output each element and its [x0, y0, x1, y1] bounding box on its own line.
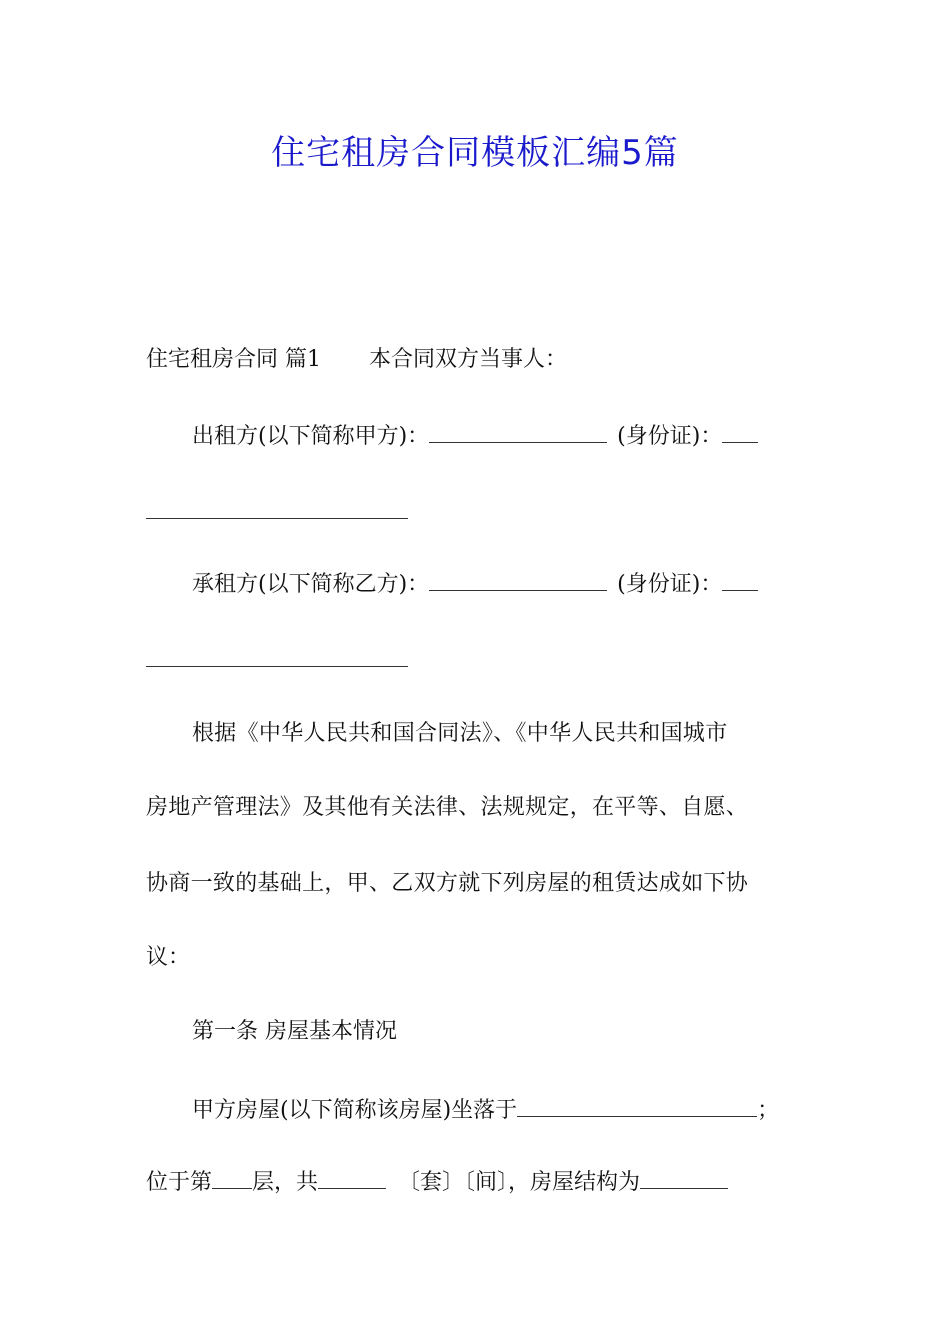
location-end: ；: [757, 1098, 780, 1123]
lessee-id-blank-start[interactable]: [722, 564, 758, 591]
basis-line-2: 房地产管理法》及其他有关法律、法规规定，在平等、自愿、: [146, 795, 749, 820]
article-1-heading: 第一条 房屋基本情况: [192, 1019, 397, 1044]
lessee-label: 承租方(以下简称乙方)：: [192, 572, 430, 597]
lessor-id-blank[interactable]: [146, 492, 408, 519]
floor-prefix: 位于第: [146, 1170, 213, 1195]
document-title: 住宅租房合同模板汇编5篇: [271, 133, 679, 173]
part-label: 住宅租房合同 篇1: [146, 347, 321, 372]
lessee-id-label: (身份证)：: [617, 572, 723, 597]
units-label: 〔套〕〔间〕，房屋结构为: [398, 1170, 641, 1195]
structure-blank[interactable]: [640, 1162, 728, 1189]
floor-line: [146, 1162, 806, 1203]
lessor-label: 出租方(以下简称甲方)：: [192, 424, 430, 449]
location-blank[interactable]: [517, 1090, 757, 1117]
lessor-id-label: (身份证)：: [617, 424, 723, 449]
lessee-line: [192, 564, 806, 605]
location-label: 甲方房屋(以下简称该房屋)坐落于: [192, 1098, 518, 1123]
lessee-name-blank[interactable]: [429, 564, 607, 591]
location-line: [192, 1090, 806, 1131]
basis-line-3: 协商一致的基础上，甲、乙双方就下列房屋的租赁达成如下协: [146, 871, 749, 896]
parties-label: 本合同双方当事人：: [369, 347, 568, 372]
floor-blank[interactable]: [212, 1162, 252, 1189]
lessor-id-blank-start[interactable]: [722, 416, 758, 443]
lessor-id-continuation: [146, 492, 806, 533]
total-floors-blank[interactable]: [318, 1162, 386, 1189]
floor-mid: 层，共: [252, 1170, 319, 1195]
basis-line-1: 根据《中华人民共和国合同法》、《中华人民共和国城市: [192, 721, 728, 746]
intro-line: [146, 340, 806, 380]
basis-line-4: 议：: [146, 945, 191, 970]
lessor-line: [192, 416, 806, 457]
lessee-id-continuation: [146, 640, 806, 681]
lessee-id-blank[interactable]: [146, 640, 408, 667]
lessor-name-blank[interactable]: [429, 416, 607, 443]
